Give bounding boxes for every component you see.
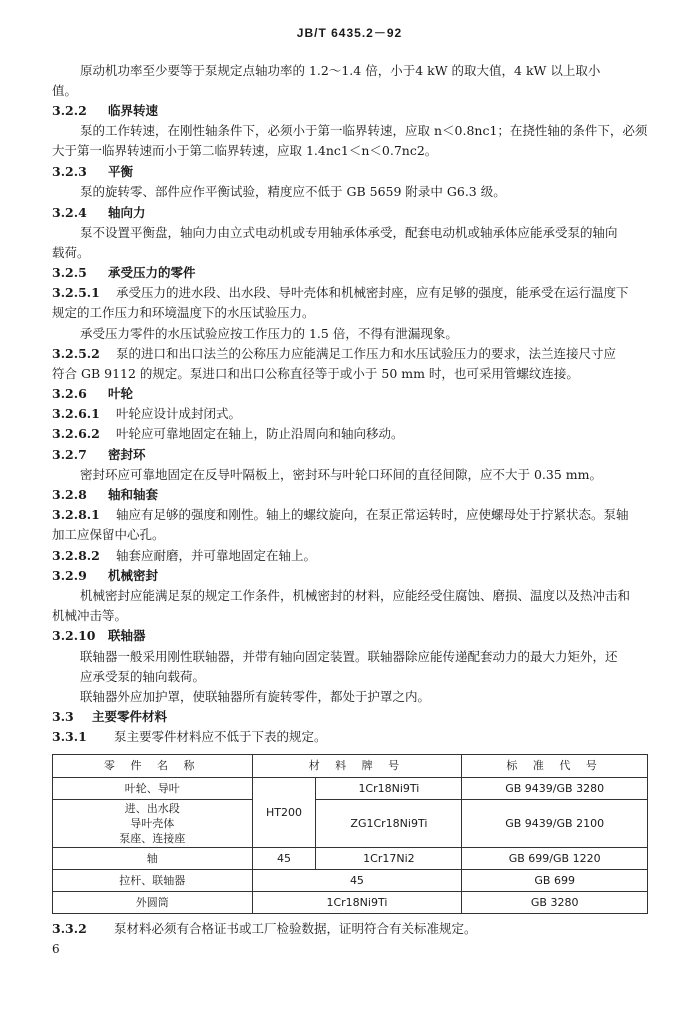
paragraph-line: 联轴器一般采用刚性联轴器，并带有轴向固定装置。联轴器除应能传递配套动力的最大力矩外，还	[80, 649, 618, 664]
cell-part: 拉杆、联轴器	[53, 870, 253, 892]
section-number: 3.2.10	[52, 628, 96, 643]
paragraph-line: 3.2.5.2 泵的进口和出口法兰的公称压力应能满足工作压力和水压试验压力的要求，法兰连接尺寸应	[52, 346, 617, 361]
cell-standard: GB 699/GB 1220	[462, 848, 648, 870]
section-heading	[52, 385, 647, 403]
page-number: 6	[52, 942, 60, 956]
column-header-standard: 标 准 代 号	[462, 755, 648, 778]
section-title: 临界转速	[108, 103, 159, 118]
section-number: 3.2.7	[52, 447, 87, 462]
table-row	[53, 848, 648, 870]
column-header-material: 材 料 牌 号	[252, 755, 462, 778]
cell-material: 1Cr18Ni9Ti	[316, 778, 462, 800]
table-row	[53, 870, 648, 892]
section-title: 联轴器	[108, 628, 146, 643]
cell-part: 外圆筒	[53, 892, 253, 914]
section-number: 3.2.6.2	[52, 426, 100, 441]
section-title: 密封环	[108, 447, 146, 462]
paragraph-line: 3.2.8.1 轴应有足够的强度和刚性。轴上的螺纹旋向，在泵正常运转时，应使螺母处于拧紧状态。泵轴	[52, 507, 629, 522]
section-title: 叶轮	[108, 386, 134, 401]
column-header-part: 零 件 名 称	[53, 755, 253, 778]
section-number: 3.2.8.2	[52, 548, 100, 563]
cell-part: 进、出水段 导叶壳体 泵座、连接座	[53, 800, 253, 848]
paragraph-line: 密封环应可靠地固定在反导叶隔板上，密封环与叶轮口环间的直径间隙，应不大于 0.35 mm。	[80, 467, 602, 482]
section-number: 3.2.4	[52, 205, 87, 220]
cell-material-b: 1Cr17Ni2	[316, 848, 462, 870]
section-number: 3.2.5	[52, 265, 87, 280]
paragraph-line: 符合 GB 9112 的规定。泵进口和出口公称直径等于或小于 50 mm 时，也可采用管螺纹连接。	[52, 366, 579, 381]
paragraph-line: 3.2.6.1 叶轮应设计成封闭式。	[52, 406, 242, 421]
section-title: 轴和轴套	[108, 487, 159, 502]
section-number: 3.2.3	[52, 164, 87, 179]
section-number: 3.3.1	[52, 729, 87, 744]
cell-standard: GB 9439/GB 3280	[462, 778, 648, 800]
section-heading	[52, 163, 647, 181]
section-number: 3.2.5.2	[52, 346, 100, 361]
paragraph-line: 联轴器外应加护罩，使联轴器所有旋转零件，都处于护罩之内。	[80, 689, 431, 704]
paragraph-line: 载荷。	[52, 245, 90, 260]
section-heading	[52, 627, 647, 645]
section-heading	[52, 567, 647, 585]
cell-material: ZG1Cr18Ni9Ti	[316, 800, 462, 848]
paragraph-line: 规定的工作压力和环境温度下的水压试验压力。	[52, 305, 315, 320]
section-number: 3.2.6.1	[52, 406, 100, 421]
cell-material-a: 45	[252, 848, 316, 870]
paragraph-line: 3.2.6.2 叶轮应可靠地固定在轴上，防止沿周向和轴向移动。	[52, 426, 404, 441]
paragraph-line: 应承受泵的轴向载荷。	[80, 669, 206, 684]
table-row	[53, 778, 648, 800]
standard-code-header: JB/T 6435.2－92	[296, 26, 403, 40]
paragraph-line: 原动机功率至少要等于泵规定点轴功率的 1.2～1.4 倍，小于4 kW 的取大值，4 kW 以上取小	[80, 63, 601, 78]
section-title: 平衡	[108, 164, 134, 179]
section-heading	[52, 204, 647, 222]
cell-standard: GB 3280	[462, 892, 648, 914]
cell-part: 轴	[53, 848, 253, 870]
section-number: 3.2.6	[52, 386, 87, 401]
paragraph-line: 泵不设置平衡盘，轴向力由立式电动机或专用轴承体承受，配套电动机或轴承体应能承受泵的轴向	[80, 225, 618, 240]
materials-table	[52, 754, 648, 914]
paragraph-line: 加工应保留中心孔。	[52, 527, 165, 542]
table-row	[53, 892, 648, 914]
section-number: 3.2.5.1	[52, 285, 100, 300]
cell-material: 45	[252, 870, 462, 892]
section-heading	[52, 102, 647, 120]
paragraph-line: 机械冲击等。	[52, 608, 128, 623]
section-number: 3.2.8.1	[52, 507, 100, 522]
section-title: 轴向力	[108, 205, 146, 220]
section-title: 主要零件材料	[92, 709, 168, 724]
cell-part: 叶轮、导叶	[53, 778, 253, 800]
paragraph-line: 承受压力零件的水压试验应按工作压力的 1.5 倍，不得有泄漏现象。	[80, 326, 458, 341]
table-header-row	[53, 755, 648, 778]
section-number: 3.3	[52, 709, 74, 724]
section-heading	[52, 486, 647, 504]
cell-material: 1Cr18Ni9Ti	[252, 892, 462, 914]
cell-standard: GB 699	[462, 870, 648, 892]
cell-material-shared: HT200	[252, 778, 316, 848]
section-number: 3.3.2	[52, 921, 87, 936]
paragraph-line: 值。	[52, 83, 78, 98]
paragraph-line: 3.2.8.2 轴套应耐磨，并可靠地固定在轴上。	[52, 548, 317, 563]
cell-standard: GB 9439/GB 2100	[462, 800, 648, 848]
paragraph-line: 机械密封应能满足泵的规定工作条件，机械密封的材料，应能经受住腐蚀、磨损、温度以及热冲击和	[80, 588, 631, 603]
section-heading	[52, 708, 647, 726]
paragraph-line: 大于第一临界转速而小于第二临界转速，应取 1.4nc1＜n＜0.7nc2。	[52, 143, 438, 158]
paragraph-line: 3.3.1 泵主要零件材料应不低于下表的规定。	[52, 729, 327, 744]
section-title: 承受压力的零件	[108, 265, 196, 280]
section-title: 机械密封	[108, 568, 159, 583]
section-heading	[52, 264, 647, 282]
section-number: 3.2.8	[52, 487, 87, 502]
section-number: 3.2.2	[52, 103, 87, 118]
paragraph-line: 泵的工作转速，在刚性轴条件下，必须小于第一临界转速，应取 n＜0.8nc1；在挠性轴的条件下，必须	[80, 123, 648, 138]
section-heading	[52, 446, 647, 464]
paragraph-line: 3.3.2 泵材料必须有合格证书或工厂检验数据，证明符合有关标准规定。	[52, 921, 477, 936]
table-row	[53, 800, 648, 848]
paragraph-line: 3.2.5.1 承受压力的进水段、出水段、导叶壳体和机械密封座，应有足够的强度，能承受在运行温度下	[52, 285, 629, 300]
section-number: 3.2.9	[52, 568, 87, 583]
paragraph-line: 泵的旋转零、部件应作平衡试验，精度应不低于 GB 5659 附录中 G6.3 级。	[80, 184, 506, 199]
